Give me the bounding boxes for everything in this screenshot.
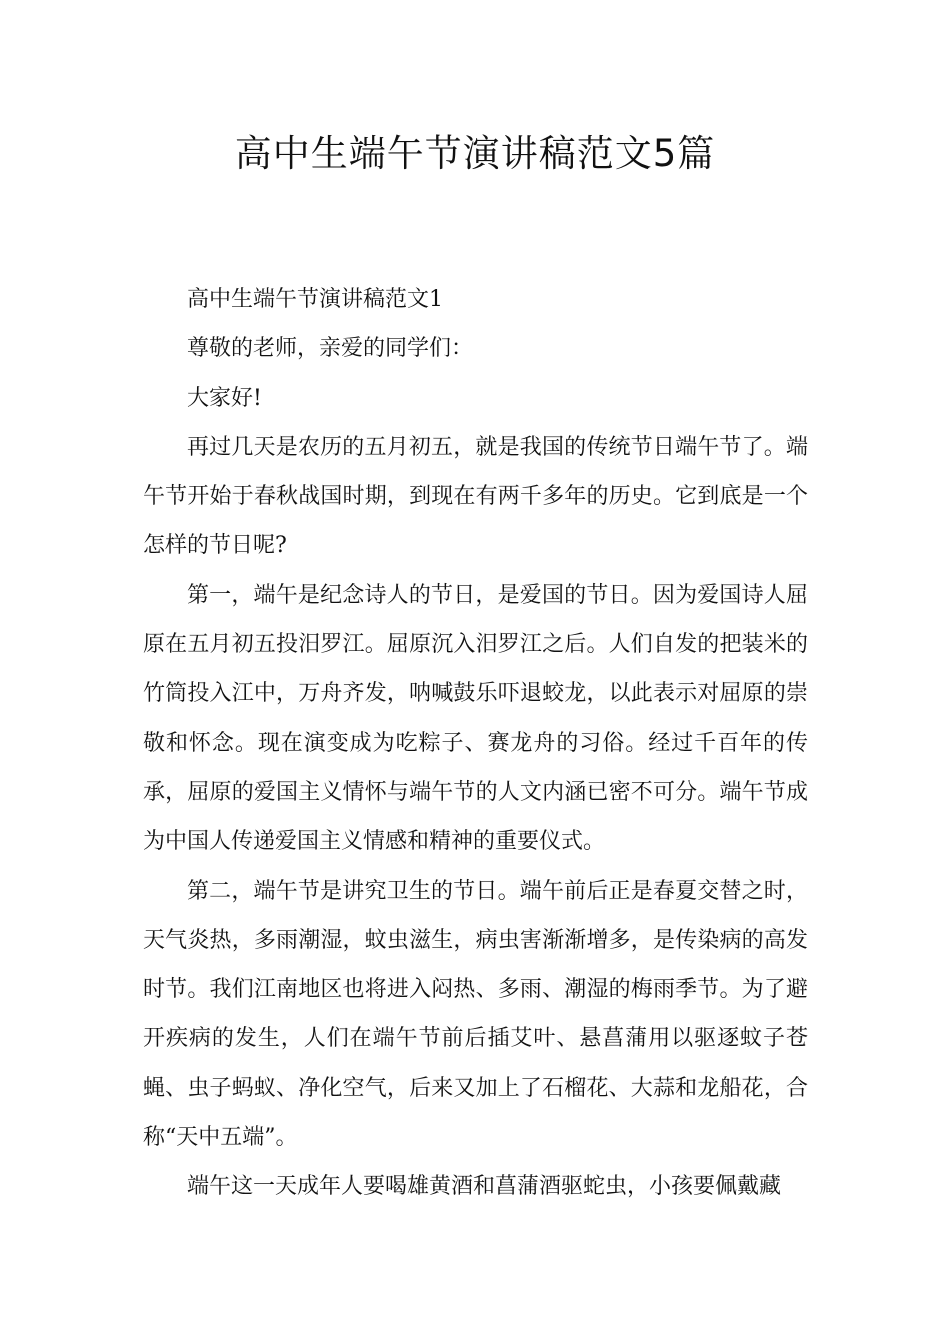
paragraph-second-point: 第二，端午节是讲究卫生的节日。端午前后正是春夏交替之时，天气炎热，多雨潮湿，蚊虫滋生，病虫害渐渐增多，是传染病的高发时节。我们江南地区也将进入闷热、多雨、潮湿的梅雨季节。为了避开疾病的发生，人们在端午节前后插艾叶、悬菖蒲用以驱逐蚊子苍蝇、虫子蚂蚁、净化空气，后来又加上了石榴花、大蒜和龙船花，合称“天中五端”。 (143, 878, 808, 1151)
paragraph-intro: 再过几天是农历的五月初五，就是我国的传统节日端午节了。端午节开始于春秋战国时期，到现在有两千多年的历史。它到底是一个怎样的节日呢? (143, 434, 808, 559)
document-title: 高中生端午节演讲稿范文5篇 (234, 132, 716, 175)
salutation: 尊敬的老师，亲爱的同学们： (187, 336, 474, 362)
document-body (143, 275, 808, 1212)
paragraph-first-point: 第一，端午是纪念诗人的节日，是爱国的节日。因为爱国诗人屈原在五月初五投汨罗江。屈原沉入汨罗江之后。人们自发的把装米的竹筒投入江中，万舟齐发，呐喊鼓乐吓退蛟龙，以此表示对屈原的崇敬和怀念。现在演变成为吃粽子、赛龙舟的习俗。经过千百年的传承，屈原的爱国主义情怀与端午节的人文内涵已密不可分。端午节成为中国人传递爱国主义情感和精神的重要仪式。 (143, 582, 808, 855)
paragraph-customs: 端午这一天成年人要喝雄黄酒和菖蒲酒驱蛇虫，小孩要佩戴藏 (187, 1174, 782, 1200)
greeting: 大家好! (187, 385, 262, 411)
section-heading: 高中生端午节演讲稿范文1 (187, 287, 443, 312)
